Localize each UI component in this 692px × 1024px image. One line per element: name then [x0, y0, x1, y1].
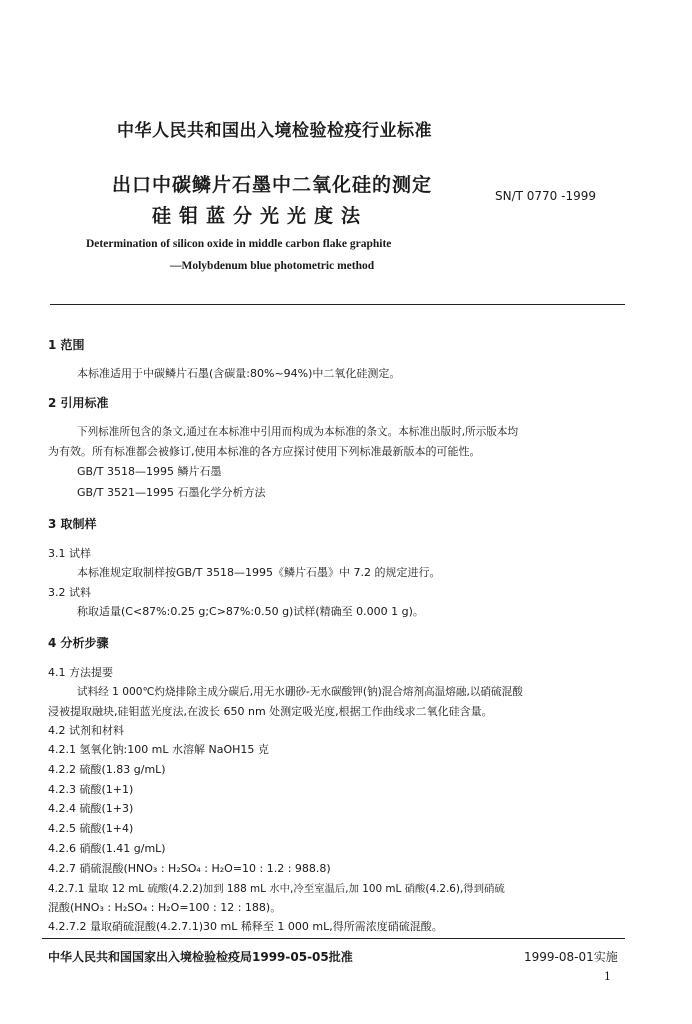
section-1-heading: 1 范围: [48, 338, 85, 352]
section-2-text-line1: 下列标准所包含的条文,通过在本标准中引用而构成为本标准的条文。本标准出版时,所示版本均: [77, 426, 519, 438]
section-4-1-line1: 试料经 1 000℃灼烧排除主成分碳后,用无水硼砂-无水碳酸钾(钠)混合熔剂高温熔融,以硝硫混酸: [77, 686, 523, 698]
section-3-1-heading: 3.1 试样: [48, 547, 91, 560]
page-number: 1: [604, 970, 611, 983]
item-4-2-2: 4.2.2 硫酸(1.83 g/mL): [48, 763, 166, 776]
item-4-2-3: 4.2.3 硫酸(1+1): [48, 783, 134, 796]
item-4-2-7-2: 4.2.7.2 量取硝硫混酸(4.2.7.1)30 mL 稀释至 1 000 mL,得所需浓度硝硫混酸。: [48, 920, 443, 933]
header-divider: [50, 304, 625, 305]
footer-divider: [42, 938, 625, 939]
item-4-2-5: 4.2.5 硫酸(1+4): [48, 822, 134, 835]
english-title: Determination of silicon oxide in middle carbon flake graphite: [86, 238, 392, 250]
reference-1: GB/T 3518—1995 鳞片石墨: [77, 465, 222, 478]
reference-2: GB/T 3521—1995 石墨化学分析方法: [77, 486, 266, 499]
section-3-2-text: 称取适量(C<87%:0.25 g;C>87%:0.50 g)试样(精确至 0.000 1 g)。: [77, 605, 424, 618]
section-3-1-text: 本标准规定取制样按GB/T 3518—1995《鳞片石墨》中 7.2 的规定进行。: [77, 566, 441, 579]
standard-issuer: 中华人民共和国出入境检验检疫行业标准: [117, 121, 432, 141]
section-4-heading: 4 分析步骤: [48, 636, 109, 650]
implementation-date: 1999-08-01实施: [524, 950, 618, 964]
section-2-heading: 2 引用标准: [48, 396, 109, 410]
section-2-text-line2: 为有效。所有标准都会被修订,使用本标准的各方应探讨使用下列标准最新版本的可能性。: [48, 445, 481, 458]
item-4-2-4: 4.2.4 硫酸(1+3): [48, 802, 134, 815]
english-subtitle: —Molybdenum blue photometric method: [170, 260, 375, 272]
section-3-2-heading: 3.2 试料: [48, 586, 91, 599]
item-4-2-7-1-line1: 4.2.7.1 量取 12 mL 硫酸(4.2.2)加到 188 mL 水中,冷至室温后,加 100 mL 硝酸(4.2.6),得到硝硫: [48, 883, 505, 895]
document-subtitle: 硅钼蓝分光光度法: [152, 205, 369, 227]
section-3-heading: 3 取制样: [48, 517, 97, 531]
standard-number: SN/T 0770 -1999: [495, 189, 597, 203]
item-4-2-7: 4.2.7 硝硫混酸(HNO₃ : H₂SO₄ : H₂O=10 : 1.2 : 988.8): [48, 862, 331, 875]
item-4-2-7-1-line2: 混酸(HNO₃ : H₂SO₄ : H₂O=100 : 12 : 188)。: [48, 901, 282, 914]
section-4-2-heading: 4.2 试剂和材料: [48, 724, 124, 737]
item-4-2-1: 4.2.1 氢氧化钠:100 mL 水溶解 NaOH15 克: [48, 743, 269, 756]
section-4-1-line2: 浸被提取融块,硅钼蓝光度法,在波长 650 nm 处测定吸光度,根据工作曲线求二氧化硅含量。: [48, 705, 493, 718]
document-title: 出口中碳鳞片石墨中二氧化硅的测定: [112, 174, 433, 196]
approval-statement: 中华人民共和国国家出入境检验检疫局1999-05-05批准: [48, 950, 353, 964]
section-4-1-heading: 4.1 方法提要: [48, 666, 113, 679]
section-1-text: 本标准适用于中碳鳞片石墨(含碳量:80%~94%)中二氧化硅测定。: [77, 367, 401, 380]
item-4-2-6: 4.2.6 硝酸(1.41 g/mL): [48, 842, 166, 855]
